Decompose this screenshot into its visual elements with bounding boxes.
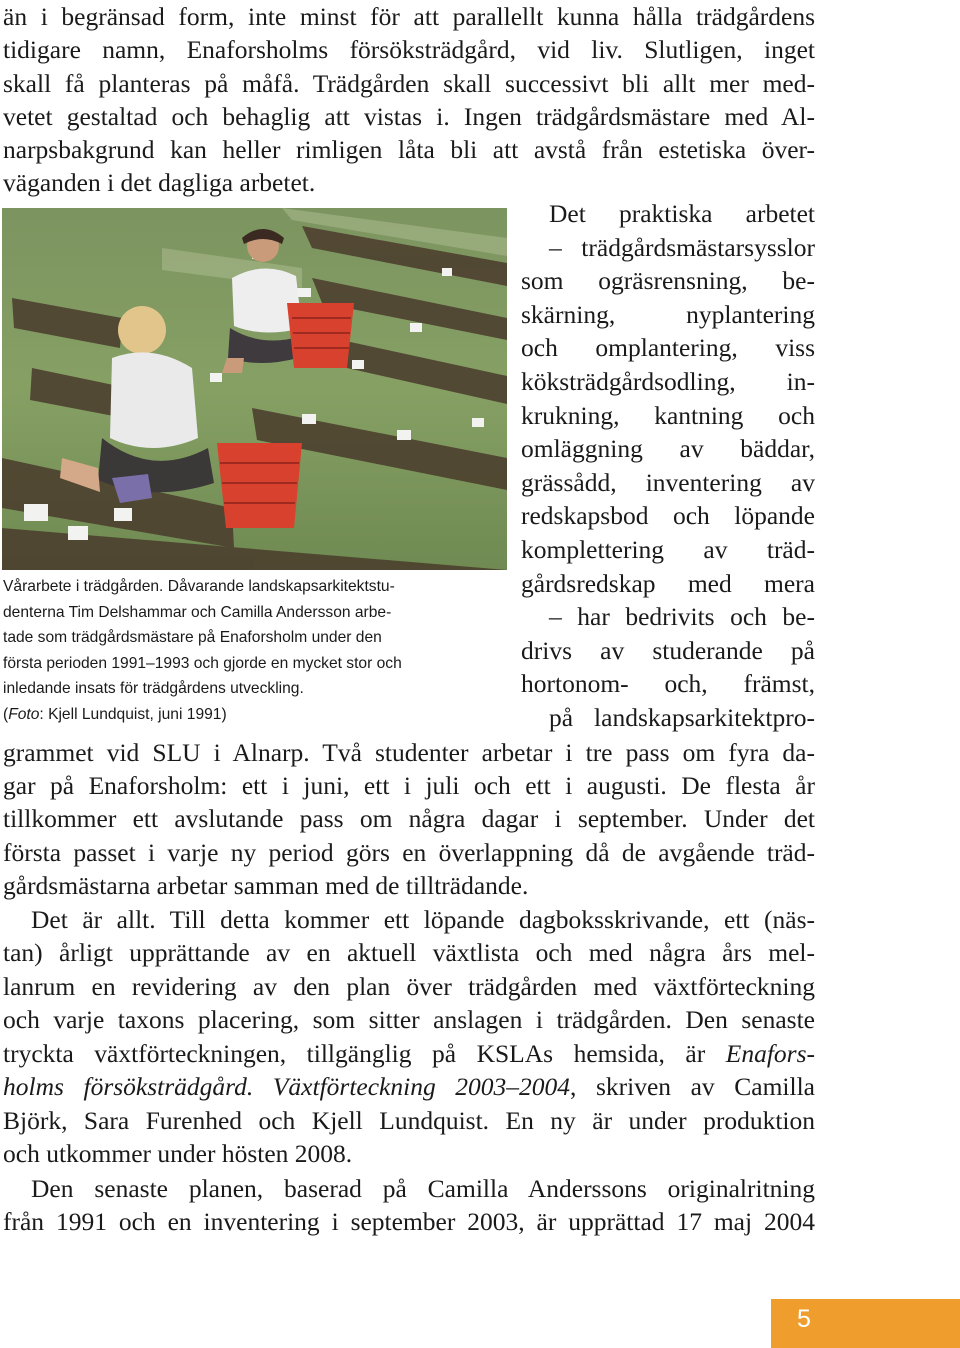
text-line: vetet gestaltad och behaglig att vistas i. Ingen trädgårdsmästare med Al- — [3, 102, 815, 131]
text-line: tan) årligt upprättande av en aktuell växtlista och med några års mel- — [3, 938, 815, 967]
text-line: gar på Enaforsholm: ett i juni, ett i juli och ett i augusti. De flesta år — [3, 771, 815, 800]
text-line: drivs av studerande på — [521, 635, 815, 665]
text-line: Den senaste planen, baserad på Camilla Anderssons originalritning — [31, 1174, 815, 1203]
caption-line: första perioden 1991–1993 och gjorde en mycket stor och — [3, 654, 402, 672]
right-column-text — [521, 197, 815, 735]
text-line: skärning, nyplantering — [521, 299, 815, 329]
text-line: tillkommer ett avslutande pass om några dagar i september. Under det — [3, 804, 815, 833]
text-line: från 1991 och en inventering i september 2003, är upprättad 17 maj 2004 — [3, 1207, 815, 1236]
text-line: grässådd, inventering av — [521, 467, 815, 497]
text-line: omläggning av bäddar, — [521, 434, 815, 464]
page-number-badge — [771, 1299, 960, 1348]
text-line: som ogräsrensning, be- — [521, 266, 815, 296]
text-line: och varje taxons placering, som sitter anslagen i trädgården. Den senaste — [3, 1005, 815, 1034]
publication-title: holms försöksträdgård. Växtförteckning 2003–2004 — [3, 1072, 571, 1101]
text-line: Björk, Sara Furenhed och Kjell Lundquist. En ny är under produktion — [3, 1106, 815, 1135]
garden-photo — [2, 208, 507, 570]
text-line: gårdsmästarna arbetar samman med de tillträdande. — [3, 871, 529, 900]
text-line: väganden i det dagliga arbetet. — [3, 168, 316, 197]
text-line: krukning, kantning och — [521, 400, 815, 430]
caption-line: Vårarbete i trädgården. Dåvarande landskapsarkitektstu- — [3, 578, 395, 595]
text-line: gårdsredskap med mera — [521, 568, 815, 598]
text-line: på landskapsarkitektpro- — [549, 702, 815, 732]
photo-caption — [3, 574, 503, 727]
text-line: komplettering av träd- — [521, 534, 815, 564]
caption-line: inledande insats för trädgårdens utveckling. — [3, 680, 304, 697]
text-line: narpsbakgrund kan heller rimligen låta bli att avstå från estetiska över- — [3, 135, 815, 164]
text-line: hortonom- och, främst, — [521, 669, 815, 699]
text-line: – har bedrivits och be- — [549, 602, 815, 632]
text-line: holms försöksträdgård. Växtförteckning 2003–2004, skriven av Camilla — [3, 1072, 815, 1101]
caption-line: denterna Tim Delshammar och Camilla Andersson arbe- — [3, 603, 392, 621]
text-line: och utkommer under hösten 2008. — [3, 1139, 353, 1168]
text-line: skall få planteras på måfå. Trädgården skall successivt bli allt mer med- — [3, 69, 815, 98]
text-line: än i begränsad form, inte minst för att parallellt kunna hålla trädgårdens — [3, 2, 815, 31]
publication-title: Enafors- — [725, 1039, 815, 1068]
text-line: tryckta växtförteckningen, tillgänglig på KSLAs hemsida, är Enafors- — [3, 1039, 815, 1068]
text-line: första passet i varje ny period görs en överlappning då de avgående träd- — [3, 838, 815, 867]
text-line: Det praktiska arbetet — [549, 199, 815, 228]
text-line: Det är allt. Till detta kommer ett löpande dagboksskrivande, ett (näs- — [31, 905, 815, 934]
text-line: tidigare namn, Enaforsholms försöksträdgård, vid liv. Slutligen, inget — [3, 35, 815, 64]
page-number: 5 — [797, 1305, 811, 1333]
text-line: redskapsbod och löpande — [521, 501, 815, 531]
text-line: köksträdgårdsodling, in- — [521, 366, 815, 396]
text-line: grammet vid SLU i Alnarp. Två studenter arbetar i tre pass om fyra da- — [3, 738, 815, 767]
text-line: lanrum en revidering av den plan över trädgården med växtförteckning — [3, 972, 815, 1001]
photo-credit: (Foto: Kjell Lundquist, juni 1991) — [3, 705, 227, 723]
text-line: och omplantering, viss — [521, 333, 815, 363]
text-line: – trädgårdsmästarsysslor — [549, 232, 815, 262]
caption-line: tade som trädgårdsmästare på Enaforsholm under den — [3, 629, 382, 646]
